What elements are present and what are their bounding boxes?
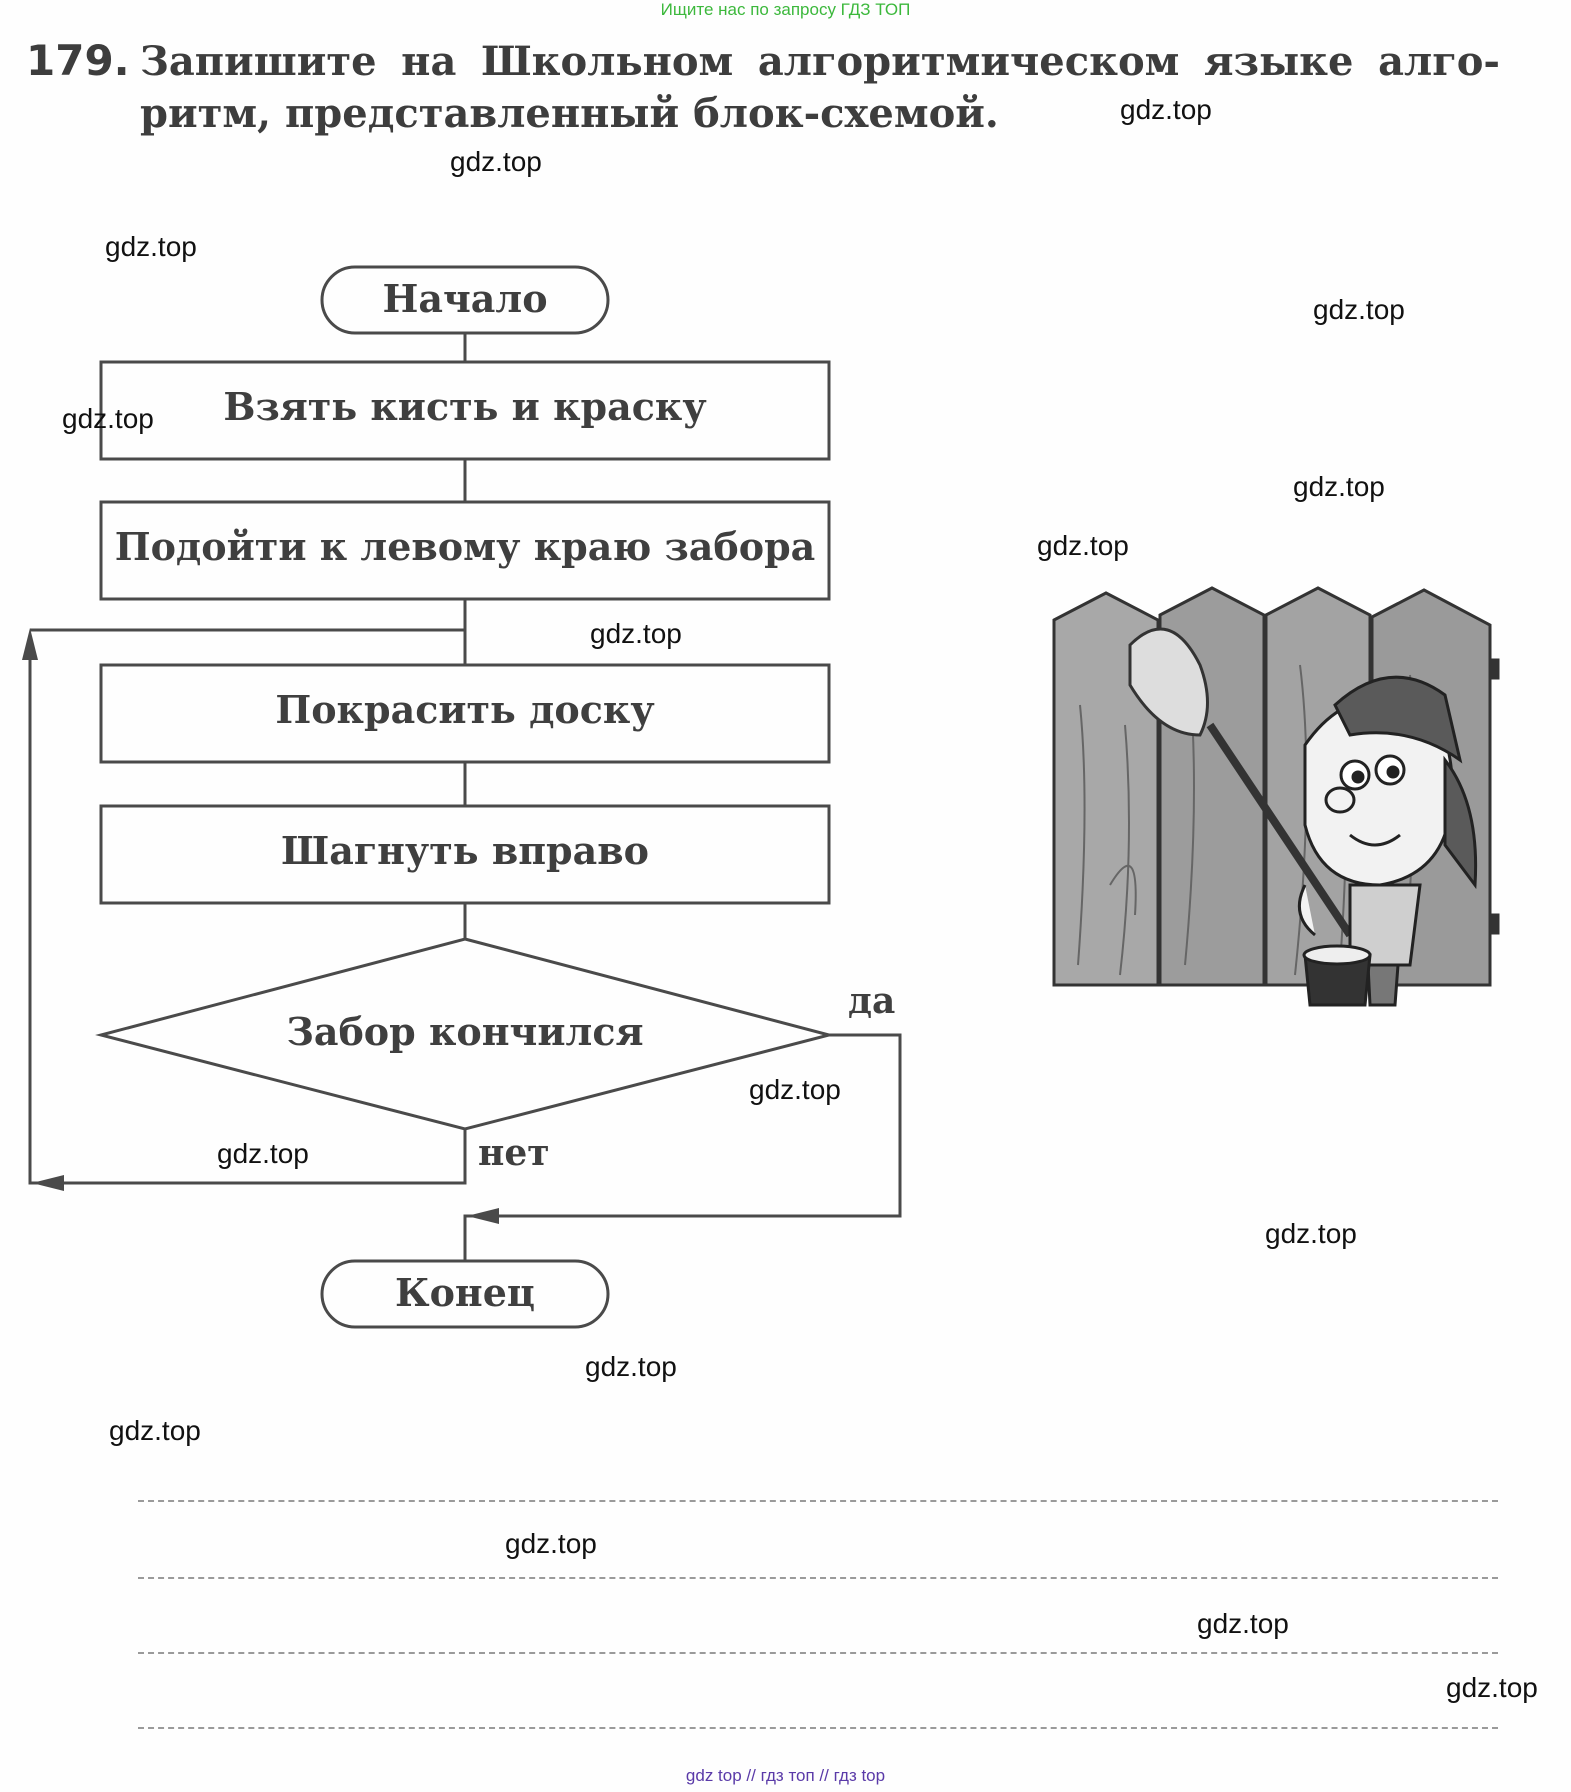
step3-label: Покрасить доску: [275, 687, 655, 732]
footer-links[interactable]: gdz top // гдз топ // гдз top: [685, 1766, 886, 1785]
watermark: gdz.top: [217, 1138, 309, 1169]
condition-label: Забор кончился: [286, 1009, 644, 1054]
watermark: gdz.top: [1197, 1608, 1289, 1639]
watermark: gdz.top: [109, 1415, 201, 1446]
yes-return-arrowhead: [467, 1208, 499, 1224]
fence-painting-illustration: [1050, 585, 1500, 1015]
watermark: gdz.top: [749, 1074, 841, 1105]
step4-label: Шагнуть вправо: [281, 828, 649, 873]
no-label: нет: [478, 1132, 550, 1174]
watermark: gdz.top: [105, 231, 197, 262]
step1-label: Взять кисть и краску: [223, 384, 707, 429]
watermark: gdz.top: [590, 618, 682, 649]
yes-label: да: [848, 980, 896, 1022]
watermark: gdz.top: [1313, 294, 1405, 325]
loop-up-arrowhead: [22, 628, 38, 660]
watermark: gdz.top: [585, 1351, 677, 1382]
paint-bucket-icon: [1304, 946, 1370, 1005]
task-text-line-2: ритм, представленный блок-схемой.: [140, 90, 999, 137]
watermark: gdz.top: [62, 403, 154, 434]
top-banner[interactable]: Ищите нас по запросу ГДЗ ТОП: [660, 0, 911, 19]
answer-line-4[interactable]: [138, 1727, 1498, 1729]
watermark: gdz.top: [1293, 471, 1385, 502]
watermark: gdz.top: [505, 1528, 597, 1559]
watermark: gdz.top: [1120, 94, 1212, 125]
start-label: Начало: [382, 276, 548, 321]
end-label: Конец: [395, 1270, 535, 1315]
watermark: gdz.top: [1446, 1672, 1538, 1703]
answer-line-3[interactable]: [138, 1652, 1498, 1654]
watermark: gdz.top: [1037, 530, 1129, 561]
loop-left-arrowhead: [32, 1175, 64, 1191]
step2-label: Подойти к левому краю забора: [114, 524, 816, 569]
task-text-line-1: Запишите на Школьном алгоритмическом языке алго-: [140, 38, 1500, 85]
task-number: 179.: [26, 36, 130, 85]
watermark: gdz.top: [1265, 1218, 1357, 1249]
watermark: gdz.top: [450, 146, 542, 177]
answer-line-2[interactable]: [138, 1577, 1498, 1579]
answer-line-1[interactable]: [138, 1500, 1498, 1502]
